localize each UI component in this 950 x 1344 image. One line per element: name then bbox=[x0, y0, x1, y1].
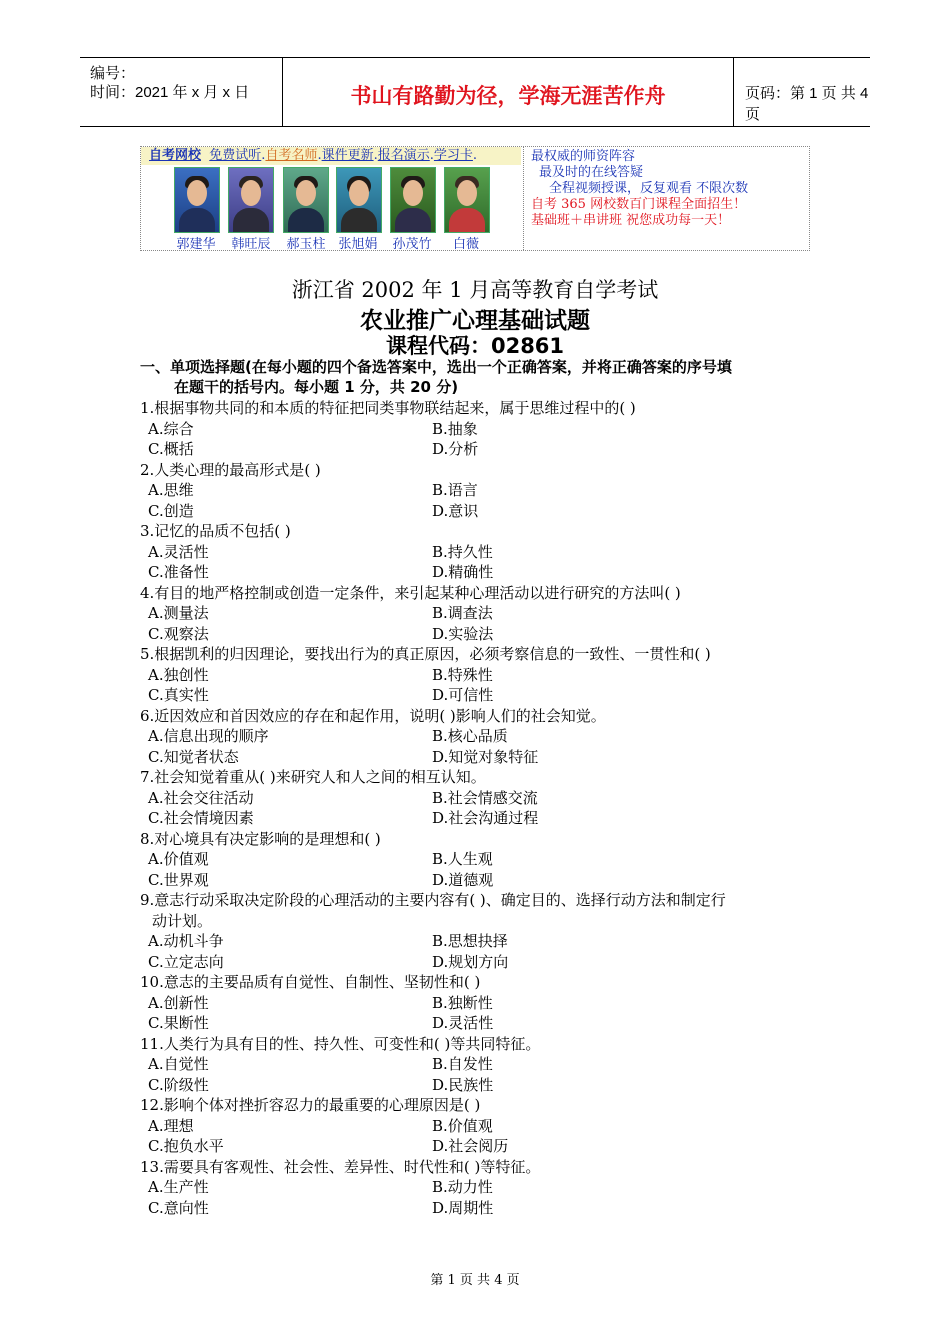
question-stem: 11.人类行为具有目的性、持久性、可变性和( )等共同特征。 bbox=[140, 1034, 541, 1053]
question-stem: 10.意志的主要品质有自觉性、自制性、坚韧性和( ) bbox=[140, 973, 481, 991]
promo-line: 全程视频授课，反复观看 不限次数 bbox=[549, 181, 749, 196]
option-b: B.价值观 bbox=[432, 1116, 493, 1135]
option-a: A.思维 bbox=[148, 481, 194, 499]
option-a: A.创新性 bbox=[148, 993, 209, 1012]
option-row bbox=[140, 1075, 820, 1096]
option-c: C.真实性 bbox=[148, 686, 209, 704]
option-b: B.抽象 bbox=[432, 419, 478, 438]
option-d: D.周期性 bbox=[432, 1198, 494, 1217]
teacher-photo[interactable] bbox=[174, 167, 220, 233]
question-stem: 8.对心境具有决定影响的是理想和( ) bbox=[140, 829, 381, 848]
option-row bbox=[140, 1198, 820, 1219]
question-list bbox=[140, 398, 820, 1218]
teacher-photo[interactable] bbox=[283, 167, 329, 233]
option-row bbox=[140, 808, 820, 829]
option-row bbox=[140, 788, 820, 809]
teacher-name[interactable]: 张旭娟 bbox=[338, 237, 378, 252]
time-label: 时间：2021 年 x 月 x 日 bbox=[90, 84, 250, 101]
teacher-name[interactable]: 韩旺辰 bbox=[231, 237, 271, 252]
ad-banner bbox=[140, 146, 810, 251]
nav-link-updates[interactable]: 课件更新 bbox=[321, 148, 374, 163]
option-row bbox=[140, 726, 820, 747]
question-stem: 13.需要具有客观性、社会性、差异性、时代性和( )等特征。 bbox=[140, 1157, 541, 1176]
option-row bbox=[140, 603, 820, 624]
option-d: D.知觉对象特征 bbox=[432, 747, 539, 766]
section-heading bbox=[140, 357, 820, 397]
option-d: D.分析 bbox=[432, 440, 479, 458]
option-b: B.人生观 bbox=[432, 850, 493, 868]
option-c: C.观察法 bbox=[148, 624, 209, 643]
teacher-photo[interactable] bbox=[228, 167, 274, 233]
option-a: A.综合 bbox=[148, 419, 194, 438]
option-c: C.社会情境因素 bbox=[148, 809, 254, 827]
teacher-name[interactable]: 郝玉柱 bbox=[286, 237, 326, 252]
option-a: A.社会交往活动 bbox=[148, 788, 254, 807]
question-stem: 2.人类心理的最高形式是( ) bbox=[140, 460, 321, 479]
option-row bbox=[140, 562, 820, 583]
option-row bbox=[140, 665, 820, 686]
section-instructions-line2: 在题干的括号内。每小题 1 分，共 20 分) bbox=[174, 378, 459, 396]
option-row bbox=[140, 993, 820, 1014]
document-header bbox=[80, 57, 870, 127]
option-c: C.准备性 bbox=[148, 563, 209, 581]
option-b: B.特殊性 bbox=[432, 665, 493, 684]
motto: 书山有路勤为径，学海无涯苦作舟 bbox=[350, 84, 666, 108]
option-b: B.持久性 bbox=[432, 542, 493, 561]
option-a: A.理想 bbox=[148, 1116, 194, 1135]
option-row bbox=[140, 1013, 820, 1034]
ad-brand-link[interactable]: 自考网校 bbox=[149, 148, 202, 163]
option-row bbox=[140, 931, 820, 952]
option-b: B.动力性 bbox=[432, 1178, 493, 1196]
option-row bbox=[140, 849, 820, 870]
option-b: B.自发性 bbox=[432, 1055, 493, 1073]
option-row bbox=[140, 1177, 820, 1198]
promo-line: 自考 365 网校数百门课程全面招生！ bbox=[531, 197, 747, 212]
option-c: C.立定志向 bbox=[148, 952, 224, 971]
ad-promo-text bbox=[531, 149, 801, 229]
option-c: C.世界观 bbox=[148, 870, 209, 889]
option-d: D.规划方向 bbox=[432, 952, 509, 971]
promo-line: 最及时的在线答疑 bbox=[539, 165, 644, 180]
option-row bbox=[140, 870, 820, 891]
option-a: A.价值观 bbox=[148, 850, 209, 868]
teacher-photo[interactable] bbox=[336, 167, 382, 233]
option-row bbox=[140, 1116, 820, 1137]
option-b: B.调查法 bbox=[432, 604, 493, 622]
promo-line: 基础班＋串讲班 祝您成功每一天！ bbox=[531, 213, 731, 228]
exam-title: 浙江省 2002 年 1 月高等教育自学考试 bbox=[291, 278, 659, 302]
option-b: B.社会情感交流 bbox=[432, 788, 538, 807]
option-a: A.灵活性 bbox=[148, 542, 209, 561]
nav-link-teachers[interactable]: 自考名师 bbox=[265, 148, 318, 163]
option-d: D.道德观 bbox=[432, 870, 494, 889]
section-instructions-line1: 一、单项选择题(在每小题的四个备选答案中，选出一个正确答案，并将正确答案的序号填 bbox=[140, 358, 732, 376]
option-d: D.意识 bbox=[432, 501, 479, 520]
option-row bbox=[140, 439, 820, 460]
option-c: C.知觉者状态 bbox=[148, 747, 239, 766]
option-row bbox=[140, 1136, 820, 1157]
option-b: B.核心品质 bbox=[432, 727, 508, 745]
option-a: A.自觉性 bbox=[148, 1055, 209, 1073]
option-b: B.思想抉择 bbox=[432, 932, 508, 950]
option-a: A.信息出现的顺序 bbox=[148, 727, 269, 745]
nav-link-card[interactable]: 学习卡 bbox=[433, 148, 473, 163]
option-d: D.可信性 bbox=[432, 686, 494, 704]
option-d: D.社会阅历 bbox=[432, 1137, 509, 1155]
course-code: 课程代码：02861 bbox=[385, 334, 565, 358]
option-a: A.动机斗争 bbox=[148, 932, 224, 950]
option-row bbox=[140, 501, 820, 522]
question-stem: 9.意志行动采取决定阶段的心理活动的主要内容有( )、确定目的、选择行动方法和制定行 bbox=[140, 891, 726, 909]
option-d: D.灵活性 bbox=[432, 1014, 494, 1032]
question-stem: 3.记忆的品质不包括( ) bbox=[140, 522, 291, 540]
teacher-name[interactable]: 郭建华 bbox=[176, 237, 216, 252]
option-b: B.独断性 bbox=[432, 993, 493, 1012]
page-label: 页码：第 1 页 共 4 页 bbox=[745, 85, 869, 123]
option-d: D.实验法 bbox=[432, 624, 494, 643]
option-row bbox=[140, 952, 820, 973]
teacher-name[interactable]: 白薇 bbox=[452, 237, 479, 252]
question-stem: 6.近因效应和首因效应的存在和起作用，说明( )影响人们的社会知觉。 bbox=[140, 706, 606, 725]
option-c: C.概括 bbox=[148, 440, 194, 458]
option-a: A.独创性 bbox=[148, 665, 209, 684]
promo-line: 最权威的师资阵容 bbox=[531, 149, 636, 164]
question-stem-continued: 动计划。 bbox=[152, 911, 213, 930]
option-c: C.创造 bbox=[148, 501, 194, 520]
subject-title: 农业推广心理基础试题 bbox=[360, 308, 590, 334]
option-row bbox=[140, 1054, 820, 1075]
ad-left-panel bbox=[141, 147, 524, 250]
question-stem: 5.根据凯利的归因理论，要找出行为的真正原因，必须考察信息的一致性、一贯性和( ) bbox=[140, 645, 711, 663]
option-d: D.精确性 bbox=[432, 563, 494, 581]
header-motto-cell bbox=[282, 58, 734, 126]
option-b: B.语言 bbox=[432, 481, 478, 499]
question-stem: 4.有目的地严格控制或创造一定条件，来引起某种心理活动以进行研究的方法叫( ) bbox=[140, 583, 681, 602]
ad-nav-bar: 自考网校 免费试听.自考名师.课件更新.报名演示.学习卡. bbox=[141, 147, 521, 165]
serial-label: 编号： bbox=[90, 65, 136, 82]
nav-link-demo[interactable]: 报名演示 bbox=[377, 148, 430, 163]
option-c: C.阶级性 bbox=[148, 1075, 209, 1094]
page-footer: 第 1 页 共 4 页 bbox=[430, 1273, 520, 1288]
teacher-name[interactable]: 孙茂竹 bbox=[392, 237, 432, 252]
question-stem: 7.社会知觉着重从( )来研究人和人之间的相互认知。 bbox=[140, 768, 486, 786]
option-row bbox=[140, 624, 820, 645]
option-a: A.生产性 bbox=[148, 1178, 209, 1196]
option-row bbox=[140, 542, 820, 563]
option-c: C.果断性 bbox=[148, 1014, 209, 1032]
header-page-cell bbox=[733, 58, 870, 126]
teacher-photo[interactable] bbox=[390, 167, 436, 233]
option-row bbox=[140, 480, 820, 501]
option-c: C.抱负水平 bbox=[148, 1137, 224, 1155]
nav-link-free-trial[interactable]: 免费试听 bbox=[209, 148, 262, 163]
option-a: A.测量法 bbox=[148, 604, 209, 622]
option-c: C.意向性 bbox=[148, 1198, 209, 1217]
option-d: D.民族性 bbox=[432, 1075, 494, 1094]
question-stem: 12.影响个体对挫折容忍力的最重要的心理原因是( ) bbox=[140, 1096, 481, 1114]
question-stem: 1.根据事物共同的和本质的特征把同类事物联结起来，属于思维过程中的( ) bbox=[140, 399, 636, 417]
teacher-photo[interactable] bbox=[444, 167, 490, 233]
option-row bbox=[140, 685, 820, 706]
option-row bbox=[140, 747, 820, 768]
option-d: D.社会沟通过程 bbox=[432, 809, 539, 827]
header-info-cell bbox=[80, 58, 282, 126]
option-row bbox=[140, 419, 820, 440]
